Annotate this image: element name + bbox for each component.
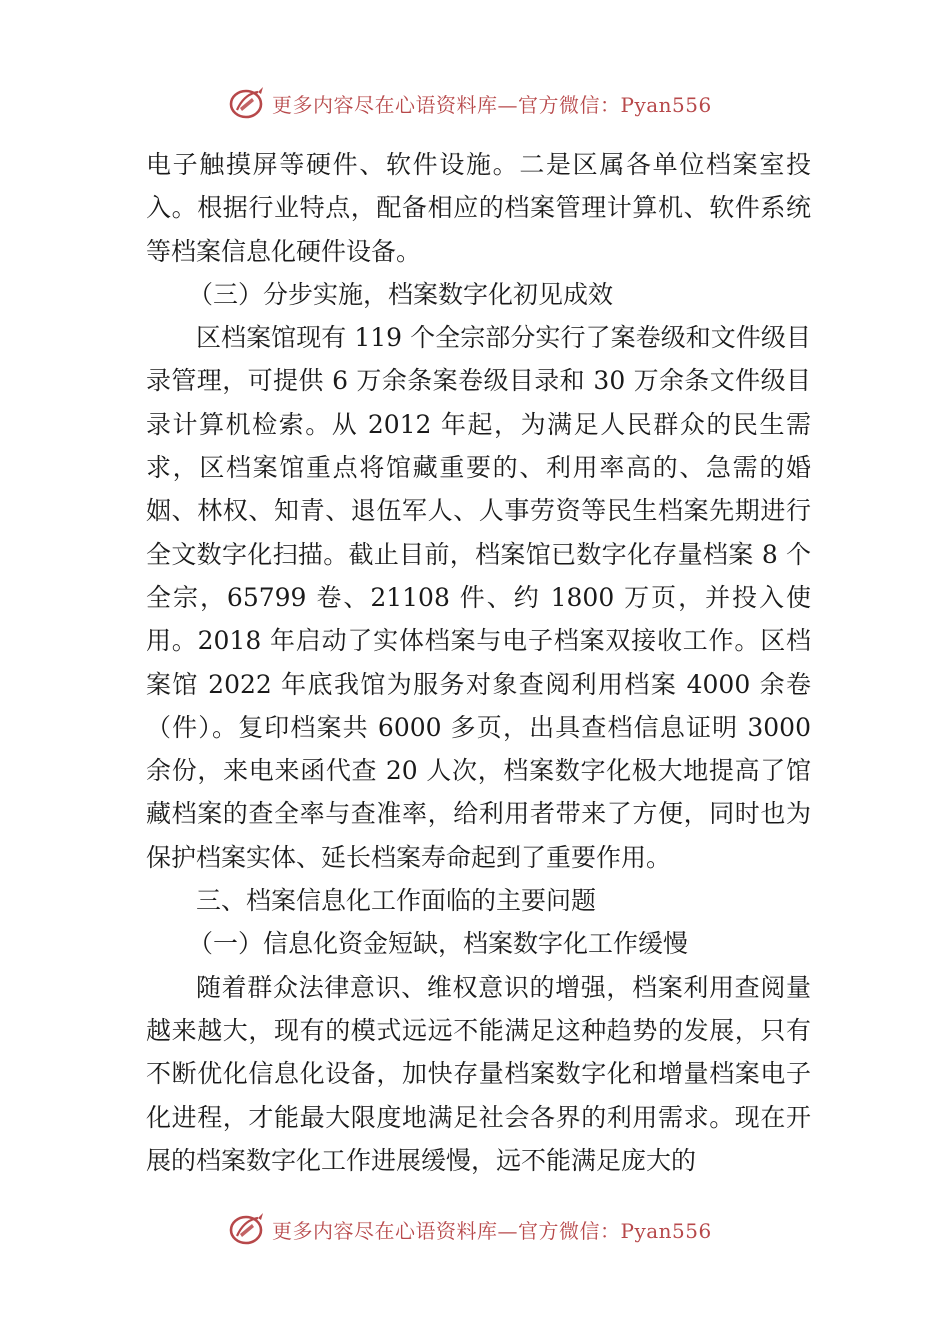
paragraph: 区档案馆现有 119 个全宗部分实行了案卷级和文件级目录管理，可提供 6 万余条案卷级目录和 30 万余条文件级目录计算机检索。从 2012 年起，为满足人民群众的民生需求，区档案馆重点将馆藏重要的、利用率高的、急需的婚姻、林权、知青、退伍军人、人事劳资等民生档案先期进行全文数字化扫描。截止目前，档案馆已数字化存量档案 8 个全宗，65799 卷、21108 件、约 1800 万页，并投入使用。2018 年启动了实体档案与电子档案双接收工作。区档案馆 2022 年底我馆为服务对象查阅利用档案 4000 余卷（件）。复印档案共 6000 多页，出具查档信息证明 3000 余份，来电来函代查 20 人次，档案数字化极大地提高了馆藏档案的查全率与查准率，给利用者带来了方便，同时也为保护档案实体、延长档案寿命起到了重要作用。 bbox=[146, 323, 811, 872]
footer-watermark-banner bbox=[228, 1209, 748, 1249]
pen-swirl-logo-icon bbox=[228, 1210, 266, 1248]
header-watermark-banner bbox=[228, 83, 748, 123]
section-heading: 三、档案信息化工作面临的主要问题 bbox=[196, 886, 597, 916]
paragraph: 随着群众法律意识、维权意识的增强，档案利用查阅量越来越大，现有的模式远远不能满足这种趋势的发展，只有不断优化信息化设备，加快存量档案数字化和增量档案电子化进程，才能最大限度地满足社会各界的利用需求。现在开展的档案数字化工作进展缓慢，远不能满足庞大的 bbox=[146, 972, 811, 1175]
banner-text: 更多内容尽在心语资料库—官方微信：Pyan556 bbox=[272, 1218, 712, 1243]
document-body bbox=[146, 143, 811, 1182]
section-heading: （三）分步实施，档案数字化初见成效 bbox=[188, 279, 614, 309]
paragraph-continuation: 电子触摸屏等硬件、软件设施。二是区属各单位档案室投入。根据行业特点，配备相应的档案管理计算机、软件系统等档案信息化硬件设备。 bbox=[146, 150, 811, 266]
section-heading: （一）信息化资金短缺，档案数字化工作缓慢 bbox=[188, 929, 689, 959]
banner-text: 更多内容尽在心语资料库—官方微信：Pyan556 bbox=[272, 92, 712, 117]
pen-swirl-logo-icon bbox=[228, 84, 266, 122]
